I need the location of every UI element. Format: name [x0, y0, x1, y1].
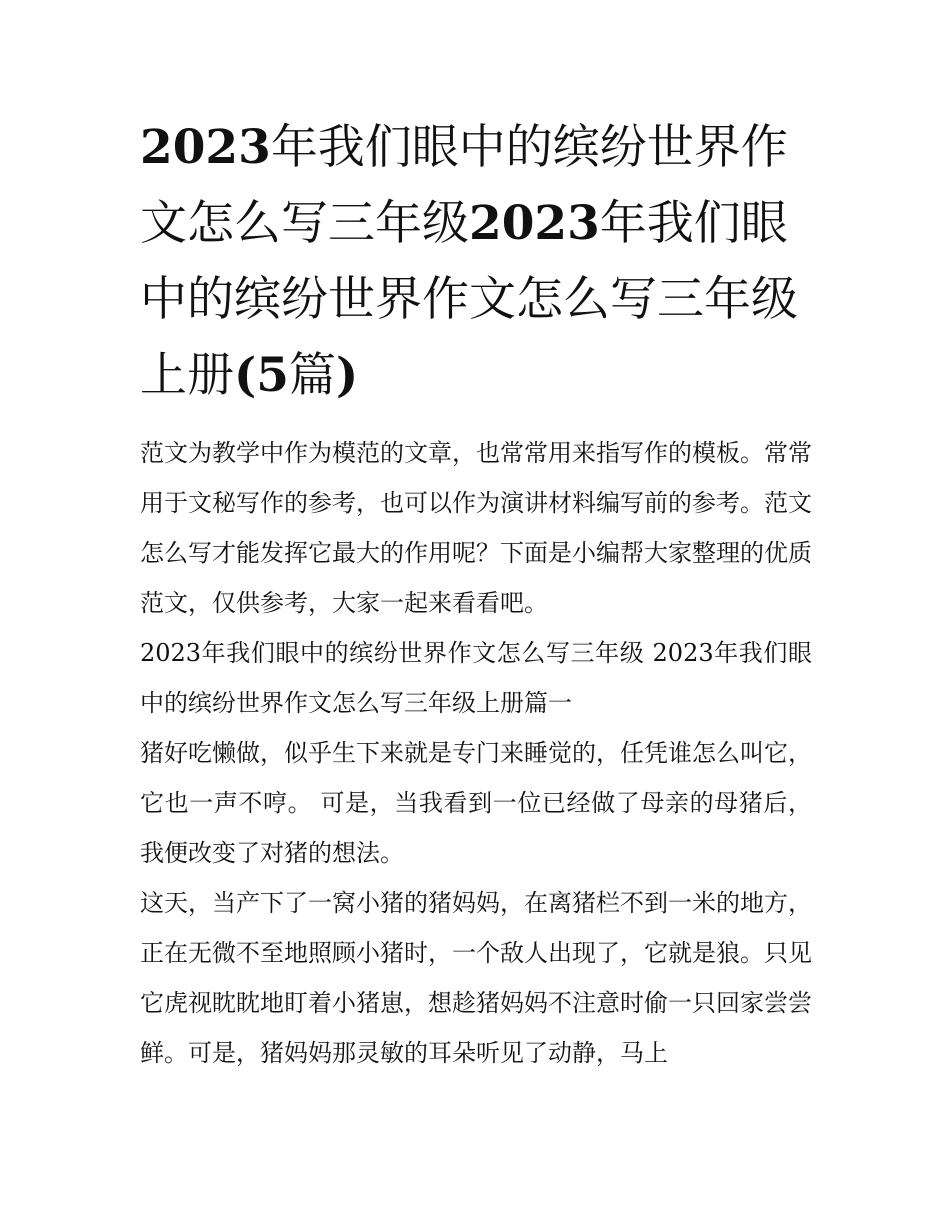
body-paragraph: 这天，当产下了一窝小猪的猪妈妈，在离猪栏不到一米的地方，正在无微不至地照顾小猪时，一个敌人出现了，它就是狼。只见它虎视眈眈地盯着小猪崽，想趁猪妈妈不注意时偷一只回家尝尝鲜。可是，猪妈妈那灵敏的耳朵听见了动静，马上	[140, 889, 812, 1067]
section-heading: 2023年我们眼中的缤纷世界作文怎么写三年级 2023年我们眼中的缤纷世界作文怎么写三年级上册篇一	[140, 639, 812, 717]
title-part: (5	[234, 348, 289, 403]
title-part: 2023	[140, 120, 271, 175]
document-body	[140, 110, 812, 1078]
title-part: )	[335, 348, 359, 403]
body-paragraph: 猪好吃懒做，似乎生下来就是专门来睡觉的，任凭谁怎么叫它，它也一声不哼。 可是，当我看到一位已经做了母亲的母猪后，我便改变了对猪的想法。	[140, 739, 812, 867]
intro-paragraph: 范文为教学中作为模范的文章，也常常用来指写作的模板。常常用于文秘写作的参考，也可以作为演讲材料编写前的参考。范文怎么写才能发挥它最大的作用呢？下面是小编帮大家整理的优质范文，仅供参考，大家一起来看看吧。	[140, 439, 812, 617]
title-part: 2023	[469, 196, 600, 251]
title-part: 年我们眼中的缤纷世界作文怎么写三年级上册	[140, 196, 798, 403]
title-part: 年我们眼中的缤纷世界作文怎么写三年级	[140, 120, 788, 251]
document-title	[140, 110, 812, 414]
title-part: 篇	[288, 348, 336, 403]
